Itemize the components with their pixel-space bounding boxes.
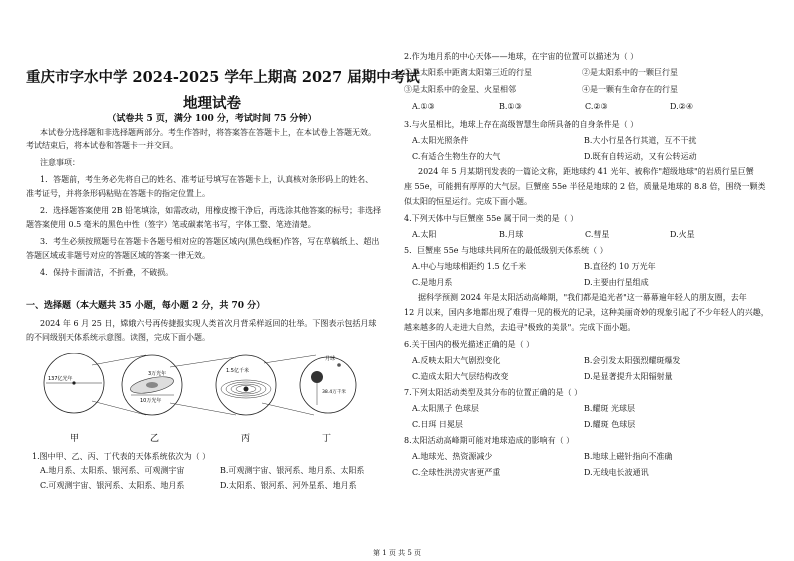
passage-line: 12 月以来，国内多地都出现了难得一见的极光的记录，这种美丽奇妙的现象引起了不少年轻人的兴趣， — [404, 308, 769, 317]
subject-title: 地理试卷 — [183, 95, 241, 112]
question-stem: 8.太阳活动高峰期可能对地球造成的影响有（ ） — [404, 436, 575, 445]
option: D.②④ — [670, 102, 694, 111]
statement: ②是太阳系中的一颗巨行星 — [582, 68, 678, 77]
connector — [170, 357, 236, 367]
passage-line: 2024 年 5 月某期刊发表的一篇论文称，距地球约 41 光年、被称作"超级地球"的岩质行星巨蟹 — [418, 167, 754, 176]
notice-item: 2．选择题答案使用 2B 铅笔填涂，如需改动，用橡皮擦干净后，再选涂其他答案的标号；非选择 — [40, 206, 382, 215]
option: D.耀斑 色球层 — [584, 420, 636, 429]
option: C.造成太阳大气层结构改变 — [412, 372, 509, 381]
question-stem: 2.作为地月系的中心天体——地球，在宇宙的位置可以描述为（ ） — [404, 52, 639, 61]
dot-jia — [72, 381, 75, 384]
option: C.有适合生物生存的大气 — [412, 152, 501, 161]
option: A.太阳光照条件 — [412, 136, 469, 145]
option: D.无线电长波通讯 — [584, 468, 649, 477]
option: B.月球 — [499, 230, 524, 239]
label-bing: 丙 — [241, 434, 251, 444]
label-15: 1.5亿千米 — [226, 368, 249, 374]
connector — [92, 355, 146, 365]
exam-title: 重庆市字水中学 2024-2025 学年上期高 2027 届期中考试 — [26, 69, 420, 86]
option: C.日珥 日冕层 — [412, 420, 463, 429]
option: A.中心与地球相距约 1.5 亿千米 — [412, 262, 527, 271]
option: B.地球上磁针指向不准确 — [584, 452, 673, 461]
sun-dot — [244, 387, 249, 392]
option: B.①③ — [499, 102, 522, 111]
passage-line: 似太阳的恒星运行。完成下面小题。 — [404, 197, 532, 206]
circle-ding — [300, 357, 356, 413]
moon-dot — [337, 363, 341, 367]
notice-item: 4．保持卡面清洁，不折叠，不破损。 — [40, 268, 174, 277]
notice-label: 注意事项： — [40, 158, 80, 167]
option: D.太阳系、银河系、河外星系、地月系 — [220, 481, 357, 490]
galaxy-core — [146, 382, 158, 388]
circle-bing — [216, 355, 276, 415]
label-ding: 丁 — [322, 434, 332, 444]
section-heading: 一、选择题（本大题共 35 小题，每小题 2 分，共 70 分） — [26, 301, 266, 311]
notice-item: 答题区域或非题号对应的答题区域的答案一律无效。 — [26, 251, 210, 260]
intro-line: 本试卷分选择题和非选择题两部分。考生作答时，将答案答在答题卡上，在本试卷上答题无效。 — [40, 128, 376, 137]
statement: ③是太阳系中的金星、火星相邻 — [404, 85, 516, 94]
page-number: 第 1 页 共 5 页 — [372, 549, 422, 557]
label-137: 137亿光年 — [48, 376, 73, 382]
option: A.反映太阳大气剧烈变化 — [412, 356, 501, 365]
option: C.②③ — [585, 102, 608, 111]
question-stem: 7.下列太阳活动类型及其分布的位置正确的是（ ） — [404, 388, 583, 397]
option: C.可观测宇宙、银河系、太阳系、地月系 — [40, 481, 185, 490]
notice-item: 准考证号，并将条形码粘贴在答题卡的指定位置上。 — [26, 189, 210, 198]
option: B.可观测宇宙、银河系、地月系、太阳系 — [220, 466, 365, 475]
option: B.直径约 10 万光年 — [584, 262, 656, 271]
option: B.耀斑 光球层 — [584, 404, 635, 413]
passage-line: 越来越多的人走进大自然，去追寻"极致的美景"。完成下面小题。 — [404, 323, 636, 332]
passage-line: 据科学预测 2024 年是太阳活动高峰期，"我们都是追光者"这一幕幕遍年轻人的朋友圈，去年 — [418, 293, 747, 302]
option: D.是显著提升太阳辐射量 — [584, 372, 673, 381]
statement: ④是一颗有生命存在的行星 — [582, 85, 678, 94]
question-stem: 3.与火星相比，地球上存在高级智慧生命所具备的自身条件是（ ） — [404, 120, 639, 129]
option: C.彗星 — [585, 230, 610, 239]
intro-line: 考试结束后，将本试卷和答题卡一并交回。 — [26, 141, 178, 150]
label-10w: 10万光年 — [140, 398, 162, 404]
notice-item: 3．考生必须按照题号在答题卡各题号相对应的答题区域内(黑色线框)作答，写在草稿纸上、超出 — [40, 237, 380, 246]
option: A.①③ — [412, 102, 435, 111]
celestial-systems-diagram — [36, 353, 358, 455]
option: A.太阳黑子 色球层 — [412, 404, 479, 413]
option: D.既有自转运动，又有公转运动 — [584, 152, 697, 161]
option: A.地球光、热资源减少 — [412, 452, 493, 461]
option: A.地月系、太阳系、银河系、可观测宇宙 — [40, 466, 185, 475]
passage-line: 2024 年 6 月 25 日，嫦娥六号再传捷报实现人类首次月背采样返回的壮举。下图表示包括月球 — [40, 319, 377, 328]
label-moon: 月球 — [325, 356, 336, 362]
option: C.是地月系 — [412, 278, 453, 287]
option: B.大小行星各行其道，互不干扰 — [584, 136, 697, 145]
question-stem: 1.图中甲、乙、丙、丁代表的天体系统依次为（ ） — [32, 452, 211, 461]
label-jia: 甲 — [70, 434, 80, 444]
question-stem: 5．巨蟹座 55e 与地球共同所在的最低级别天体系统（ ） — [404, 246, 608, 255]
earth-dot — [311, 371, 323, 383]
label-38: 38.4万千米 — [322, 390, 347, 395]
passage-line: 的不同级别天体系统示意图。读图，完成下面小题。 — [26, 333, 210, 342]
notice-item: 1．答题前，考生务必先将自己的姓名、准考证号填写在答题卡上，认真核对条形码上的姓名、 — [40, 175, 374, 184]
option: A.太阳 — [412, 230, 437, 239]
question-stem: 4.下列天体中与巨蟹座 55e 属于同一类的是（ ） — [404, 214, 579, 223]
option: D.主要由行星组成 — [584, 278, 649, 287]
connector — [92, 401, 146, 415]
label-yi: 乙 — [150, 434, 160, 444]
connector — [264, 355, 316, 363]
option: C.全球性洪涝灾害更严重 — [412, 468, 501, 477]
connector — [262, 403, 314, 415]
option: B.会引发太阳强烈耀斑爆发 — [584, 356, 681, 365]
label-3w: 3万光年 — [148, 371, 167, 377]
connector — [170, 403, 236, 415]
statement: ①是太阳系中距离太阳第三近的行星 — [404, 68, 532, 77]
option: D.火星 — [670, 230, 695, 239]
exam-info: （试卷共 5 页，满分 100 分，考试时间 75 分钟） — [107, 114, 317, 124]
question-stem: 6.关于国内的极光描述正确的是（ ） — [404, 340, 535, 349]
notice-item: 题答案使用 0.5 毫米的黑色中性（签字）笔或碳素笔书写，字体工整、笔迹清楚。 — [26, 220, 316, 229]
passage-line: 座 55e，可能拥有厚厚的大气层。巨蟹座 55e 半径是地球的 2 倍，质量是地球的 8.8 倍，围绕一颗类 — [404, 182, 766, 191]
